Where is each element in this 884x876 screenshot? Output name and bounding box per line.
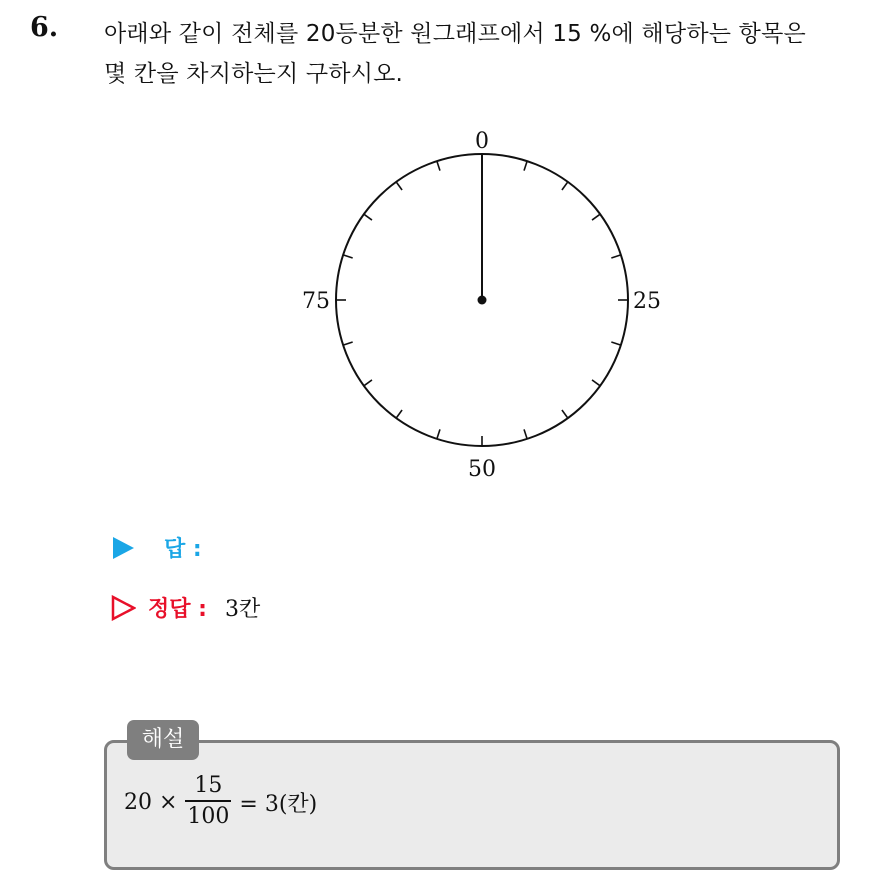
tick-mark bbox=[364, 214, 372, 220]
fraction-numerator: 15 bbox=[194, 773, 223, 798]
outline-triangle-icon bbox=[110, 595, 136, 621]
tick-mark bbox=[396, 410, 402, 418]
tick-mark bbox=[592, 214, 600, 220]
fraction-denominator: 100 bbox=[187, 804, 230, 829]
explanation-tag: 해설 bbox=[127, 720, 199, 760]
tick-mark bbox=[562, 410, 568, 418]
tick-mark bbox=[524, 429, 527, 439]
circle-graph-figure bbox=[290, 118, 680, 488]
student-answer-row bbox=[110, 532, 202, 563]
correct-answer-row bbox=[110, 592, 260, 623]
tick-mark bbox=[611, 342, 621, 345]
play-triangle-icon bbox=[110, 535, 136, 561]
tick-mark bbox=[343, 342, 353, 345]
formula-prefix: 20 × bbox=[124, 789, 178, 815]
circle-graph bbox=[290, 118, 680, 488]
tick-mark bbox=[437, 161, 440, 171]
tick-mark bbox=[592, 380, 600, 386]
label-right: 25 bbox=[633, 289, 661, 314]
tick-mark bbox=[611, 255, 621, 258]
tick-mark bbox=[524, 161, 527, 171]
question-line-1: 아래와 같이 전체를 20등분한 원그래프에서 15 %에 해당하는 항목은 bbox=[104, 21, 806, 47]
correct-answer-label: 정답 : bbox=[148, 597, 207, 622]
tick-mark bbox=[437, 429, 440, 439]
tick-mark bbox=[343, 255, 353, 258]
correct-answer-value: 3칸 bbox=[224, 597, 261, 622]
formula-suffix: = 3(칸) bbox=[239, 791, 318, 817]
student-answer-label: 답 : bbox=[164, 537, 202, 562]
tick-mark bbox=[396, 182, 402, 190]
question-line-2: 몇 칸을 차지하는지 구하시오. bbox=[104, 61, 404, 87]
label-bottom: 50 bbox=[468, 457, 496, 482]
center-dot bbox=[478, 296, 487, 305]
question-number: 6. bbox=[30, 12, 59, 43]
question-text bbox=[104, 14, 874, 94]
fraction bbox=[185, 772, 231, 832]
tick-mark bbox=[562, 182, 568, 190]
label-top: 0 bbox=[475, 129, 489, 154]
explanation-formula bbox=[124, 772, 317, 832]
label-left: 75 bbox=[302, 289, 330, 314]
tick-mark bbox=[364, 380, 372, 386]
